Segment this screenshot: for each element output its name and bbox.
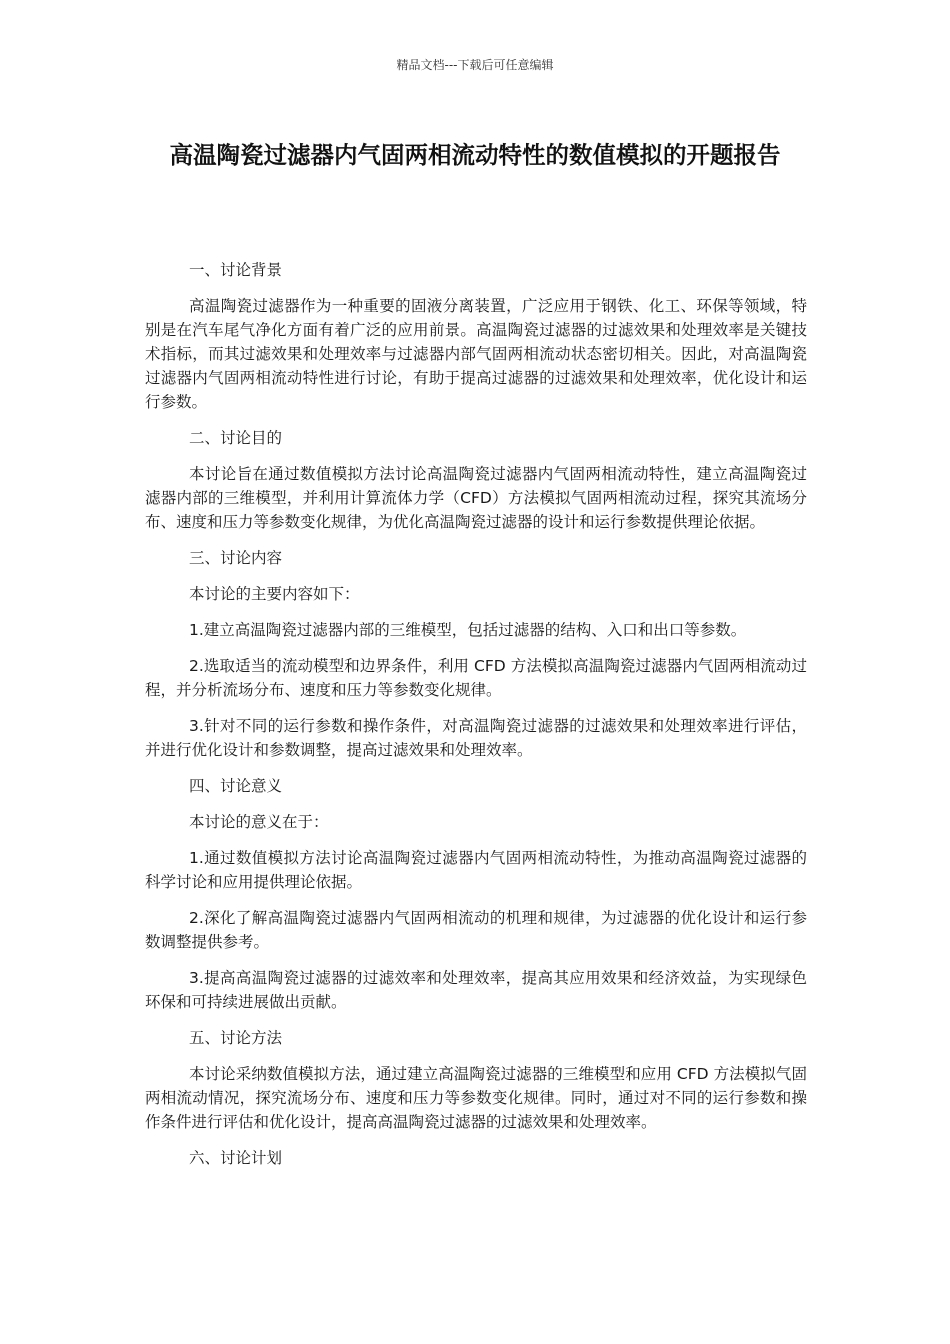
section-heading-purpose: 二、讨论目的: [189, 429, 283, 447]
section-heading-plan: 六、讨论计划: [189, 1149, 283, 1167]
paragraph-purpose: 本讨论旨在通过数值模拟方法讨论高温陶瓷过滤器内气固两相流动特性，建立高温陶瓷过滤器内部的三维模型，并利用计算流体力学（CFD）方法模拟气固两相流动过程，探究其流场分布、速度和压力等参数变化规律，为优化高温陶瓷过滤器的设计和运行参数提供理论依据。: [145, 465, 807, 531]
list-item: 2.深化了解高温陶瓷过滤器内气固两相流动的机理和规律，为过滤器的优化设计和运行参数调整提供参考。: [145, 909, 807, 951]
document-title: 高温陶瓷过滤器内气固两相流动特性的数值模拟的开题报告: [169, 141, 781, 169]
page-header: 精品文档---下载后可任意编辑: [396, 58, 554, 72]
paragraph-content-intro: 本讨论的主要内容如下：: [189, 585, 360, 603]
list-item: 2.选取适当的流动模型和边界条件，利用 CFD 方法模拟高温陶瓷过滤器内气固两相流动过程，并分析流场分布、速度和压力等参数变化规律。: [145, 657, 807, 699]
paragraph-significance-intro: 本讨论的意义在于：: [189, 813, 329, 831]
list-item: 1.建立高温陶瓷过滤器内部的三维模型，包括过滤器的结构、入口和出口等参数。: [189, 621, 747, 639]
paragraph-background: 高温陶瓷过滤器作为一种重要的固液分离装置，广泛应用于钢铁、化工、环保等领域，特别是在汽车尾气净化方面有着广泛的应用前景。高温陶瓷过滤器的过滤效果和处理效率是关键技术指标，而其过滤效果和处理效率与过滤器内部气固两相流动状态密切相关。因此，对高温陶瓷过滤器内气固两相流动特性进行讨论，有助于提高过滤器的过滤效果和处理效率，优化设计和运行参数。: [145, 297, 807, 411]
section-heading-method: 五、讨论方法: [189, 1029, 283, 1047]
document-body: [145, 258, 807, 1182]
section-heading-significance: 四、讨论意义: [189, 777, 283, 795]
section-heading-content: 三、讨论内容: [189, 549, 283, 567]
list-item: 1.通过数值模拟方法讨论高温陶瓷过滤器内气固两相流动特性，为推动高温陶瓷过滤器的科学讨论和应用提供理论依据。: [145, 849, 807, 891]
list-item: 3.针对不同的运行参数和操作条件，对高温陶瓷过滤器的过滤效果和处理效率进行评估，并进行优化设计和参数调整，提高过滤效果和处理效率。: [145, 717, 807, 759]
paragraph-method: 本讨论采纳数值模拟方法，通过建立高温陶瓷过滤器的三维模型和应用 CFD 方法模拟气固两相流动情况，探究流场分布、速度和压力等参数变化规律。同时，通过对不同的运行参数和操作条件进行评估和优化设计，提高高温陶瓷过滤器的过滤效果和处理效率。: [145, 1065, 807, 1131]
list-item: 3.提高高温陶瓷过滤器的过滤效率和处理效率，提高其应用效果和经济效益，为实现绿色环保和可持续进展做出贡献。: [145, 969, 807, 1011]
section-heading-background: 一、讨论背景: [189, 261, 283, 279]
